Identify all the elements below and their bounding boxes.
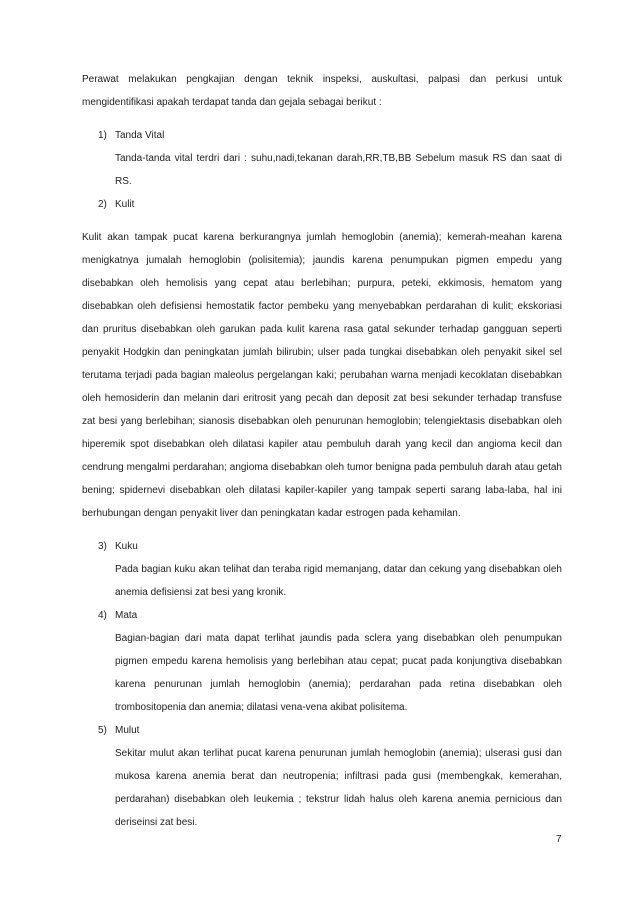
list-item-title: Kuku xyxy=(115,541,138,552)
list-item-body: Sekitar mulut akan terlihat pucat karena penurunan jumlah hemoglobin (anemia); ulserasi gusi dan mukosa karena anemia berat dan neutropenia; infiltrasi pada gusi (membengkak, kemerahan, perdarahan) disebabkan oleh leukemia ; tekstrur lidah halus oleh karena anemia pernicious dan deriseinsi zat besi. xyxy=(115,748,562,828)
list-item-tanda-vital xyxy=(82,124,562,193)
list-number: 4) xyxy=(98,610,107,621)
list-item-body: Tanda-tanda vital terdri dari : suhu,nadi,tekanan darah,RR,TB,BB Sebelum masuk RS dan saat di RS. xyxy=(115,153,562,187)
spacer xyxy=(82,216,562,226)
list-item-kuku xyxy=(82,535,562,604)
list-number: 3) xyxy=(98,541,107,552)
list-item-title: Tanda Vital xyxy=(115,130,165,141)
page-number: 7 xyxy=(556,834,562,845)
list-item-title: Mulut xyxy=(115,725,140,736)
list-item-kulit xyxy=(82,193,562,216)
intro-paragraph: Perawat melakukan pengkajian dengan teknik inspeksi, auskultasi, palpasi dan perkusi untuk mengidentifikasi apakah terdapat tanda dan gejala sebagai berikut : xyxy=(82,74,562,108)
list-number: 5) xyxy=(98,725,107,736)
list-number: 1) xyxy=(98,130,107,141)
list-number: 2) xyxy=(98,199,107,210)
list-item-title: Mata xyxy=(115,610,138,621)
spacer xyxy=(82,114,562,124)
list-item-mata xyxy=(82,604,562,719)
kulit-paragraph: Kulit akan tampak pucat karena berkurangnya jumlah hemoglobin (anemia); kemerah-meahan karena menigkatnya jumalah hemoglobin (polisitemia); jaundis karena penumpukan pigmen empedu yang disebabkan oleh hemolisis yang cepat atau berlebihan; purpura, peteki, ekkimosis, hematom yang disebabkan oleh defisiensi hemostatik factor pembeku yang menyebabkan perdarahan di kulit; ekskoriasi dan pruritus disebabkan oleh garukan pada kulit karena rasa gatal sekunder terhadap gangguan seperti penyakit Hodgkin dan peningkatan jumlah bilirubin; ulser pada tungkai disebabkan oleh penyakit sikel sel terutama terjadi pada bagian maleolus pergelangan kaki; perubahan warna menjadi kecoklatan disebabkan oleh hemosiderin dan melanin dari eritrosit yang pecah dan deposit zat besi sekunder terhadap transfuse zat besi yang berlebihan; sianosis disebabkan oleh penurunan hemoglobin; telengiektasis disebabkan oleh hiperemik spot disebabkan oleh dilatasi kapiler atau pembuluh darah yang kecil dan angioma kecil dan cendrung mengalmi perdarahan; angioma disebabkan oleh tumor benigna pada pembuluh darah atau getah bening; spidernevi disebabkan oleh dilatasi kapiler-kapiler yang tampak seperti sarang laba-laba, hal ini berhubungan dengan penyakit liver dan peningkatan kadar estrogen pada kehamilan. xyxy=(82,232,562,519)
list-item-body: Pada bagian kuku akan telihat dan teraba rigid memanjang, datar dan cekung yang disebabkan oleh anemia defisiensi zat besi yang kronik. xyxy=(115,564,562,598)
list-item-body: Bagian-bagian dari mata dapat terlihat jaundis pada sclera yang disebabkan oleh penumpukan pigmen empedu karena hemolisis yang berlebihan atau cepat; pucat pada konjungtiva disebabkan karena penurunan jumlah hemoglobin (anemia); perdarahan pada retina disebabkan oleh trombositopenia dan anemia; dilatasi vena-vena akibat polisitema. xyxy=(115,633,562,713)
list-item-title: Kulit xyxy=(115,199,135,210)
page-content xyxy=(82,68,562,834)
spacer xyxy=(82,525,562,535)
list-item-mulut xyxy=(82,719,562,834)
